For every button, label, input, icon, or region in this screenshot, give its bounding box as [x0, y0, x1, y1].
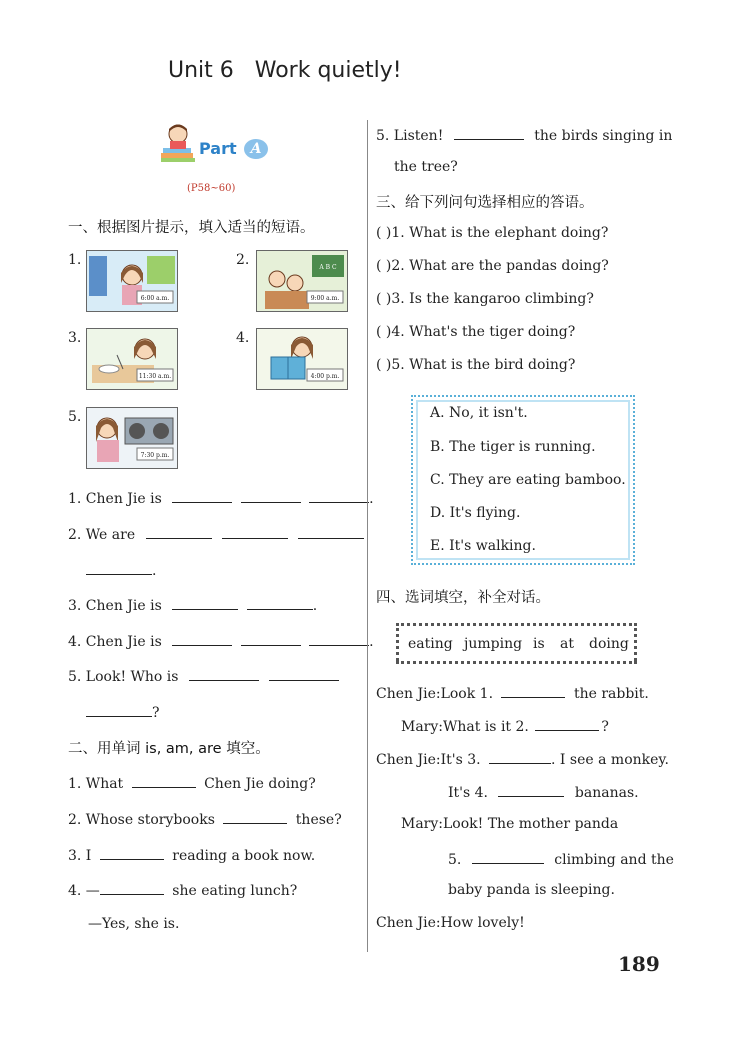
answer-blank[interactable] — [86, 702, 152, 717]
question-4[interactable]: ( )4. What's the tiger doing? — [376, 324, 576, 340]
dialog-line-3: Chen Jie:It's 3. . I see a monkey. — [376, 749, 669, 768]
section3-heading: 三、给下列问句选择相应的答语。 — [376, 195, 594, 211]
section2-heading: 二、用单词 is, am, are 填空。 — [68, 741, 270, 757]
sentence-2-continued: . — [86, 560, 156, 579]
dialog-line-8: Chen Jie:How lovely! — [376, 915, 525, 931]
answer-option-e: E. It's walking. — [430, 538, 536, 554]
answer-blank[interactable] — [247, 595, 313, 610]
dialog-line-7: baby panda is sleeping. — [448, 882, 615, 898]
section1-item-5-right: 5. Listen! the birds singing in — [376, 125, 672, 144]
answer-blank[interactable] — [489, 749, 551, 764]
answer-blank[interactable] — [498, 782, 564, 797]
picture-getting-up — [86, 250, 178, 312]
picture-number: 5. — [68, 409, 82, 425]
answer-blank[interactable] — [309, 488, 369, 503]
picture-time: 4:00 p.m. — [310, 373, 340, 380]
answer-blank[interactable] — [454, 125, 524, 140]
answer-blank[interactable] — [501, 683, 565, 698]
answer-blank[interactable] — [269, 666, 339, 681]
page-number: 189 — [618, 952, 660, 976]
section2-item-3: 3. I reading a book now. — [68, 845, 315, 864]
answer-option-d: D. It's flying. — [430, 505, 521, 521]
dialog-line-1: Chen Jie:Look 1. the rabbit. — [376, 683, 649, 702]
question-5[interactable]: ( )5. What is the bird doing? — [376, 357, 576, 373]
answer-blank[interactable] — [132, 773, 196, 788]
answer-blank[interactable] — [172, 488, 232, 503]
word-at: at — [560, 636, 574, 652]
sentence-1: 1. Chen Jie is . — [68, 488, 374, 507]
part-letter-badge: A — [244, 139, 268, 159]
answer-blank[interactable] — [241, 631, 301, 646]
answer-blank[interactable] — [309, 631, 369, 646]
section1-item-5-continued: the tree? — [394, 159, 458, 175]
word-bank-border — [396, 623, 399, 661]
blackboard-text: A B C — [319, 264, 337, 271]
picture-time: 11:30 a.m. — [138, 373, 172, 380]
picture-number: 2. — [236, 252, 250, 268]
dialog-line-5: Mary:Look! The mother panda — [401, 816, 619, 832]
section4-heading: 四、选词填空，补全对话。 — [376, 590, 550, 606]
question-1[interactable]: ( )1. What is the elephant doing? — [376, 225, 609, 241]
answer-blank[interactable] — [535, 716, 599, 731]
picture-lunch — [86, 328, 178, 390]
picture-music — [86, 407, 178, 469]
question-3[interactable]: ( )3. Is the kangaroo climbing? — [376, 291, 594, 307]
speaker-mary: Mary: — [401, 816, 443, 832]
word-doing: doing — [589, 636, 629, 652]
answer-option-c: C. They are eating bamboo. — [430, 472, 626, 488]
sentence-5: 5. Look! Who is — [68, 666, 339, 685]
answer-blank[interactable] — [223, 809, 287, 824]
answer-blank[interactable] — [172, 631, 232, 646]
column-divider — [367, 120, 368, 952]
picture-time: 9:00 a.m. — [310, 295, 340, 302]
sentence-5-continued: ? — [86, 702, 160, 721]
sentence-2: 2. We are — [68, 524, 364, 543]
page-range: (P58~60) — [187, 183, 236, 194]
answer-option-a: A. No, it isn't. — [430, 405, 528, 421]
answer-blank[interactable] — [86, 560, 152, 575]
speaker-mary: Mary: — [401, 719, 443, 735]
picture-number: 4. — [236, 330, 250, 346]
picture-number: 3. — [68, 330, 82, 346]
answer-blank[interactable] — [241, 488, 301, 503]
answer-option-b: B. The tiger is running. — [430, 439, 596, 455]
answer-blank[interactable] — [172, 595, 238, 610]
answer-blank[interactable] — [472, 849, 544, 864]
part-label: Part — [199, 139, 237, 158]
dialog-line-2: Mary:What is it 2. ? — [401, 716, 609, 735]
sentence-4: 4. Chen Jie is . — [68, 631, 374, 650]
answer-blank[interactable] — [222, 524, 288, 539]
picture-time: 7:30 p.m. — [140, 452, 170, 459]
picture-class — [256, 250, 348, 312]
dialog-line-6: 5. climbing and the — [448, 849, 674, 868]
answer-blank[interactable] — [100, 880, 164, 895]
picture-reading — [256, 328, 348, 390]
answer-blank[interactable] — [146, 524, 212, 539]
word-eating: eating — [408, 636, 453, 652]
page-title: Unit 6 Work quietly! — [168, 58, 402, 83]
section1-heading: 一、根据图片提示，填入适当的短语。 — [68, 220, 315, 236]
section2-reply: —Yes, she is. — [88, 916, 180, 932]
answer-blank[interactable] — [100, 845, 164, 860]
picture-number: 1. — [68, 252, 82, 268]
section2-item-1: 1. What Chen Jie doing? — [68, 773, 316, 792]
word-is: is — [533, 636, 545, 652]
answer-blank[interactable] — [189, 666, 259, 681]
word-jumping: jumping — [464, 636, 523, 652]
dialog-line-4: It's 4. bananas. — [448, 782, 639, 801]
speaker-chen-jie: Chen Jie: — [376, 915, 441, 931]
question-2[interactable]: ( )2. What are the pandas doing? — [376, 258, 609, 274]
sentence-3: 3. Chen Jie is . — [68, 595, 317, 614]
word-bank-border — [634, 623, 637, 661]
speaker-chen-jie: Chen Jie: — [376, 752, 441, 768]
section2-item-2: 2. Whose storybooks these? — [68, 809, 342, 828]
answer-blank[interactable] — [298, 524, 364, 539]
section2-item-4: 4. — she eating lunch? — [68, 880, 297, 899]
picture-time: 6:00 a.m. — [140, 295, 170, 302]
speaker-chen-jie: Chen Jie: — [376, 686, 441, 702]
